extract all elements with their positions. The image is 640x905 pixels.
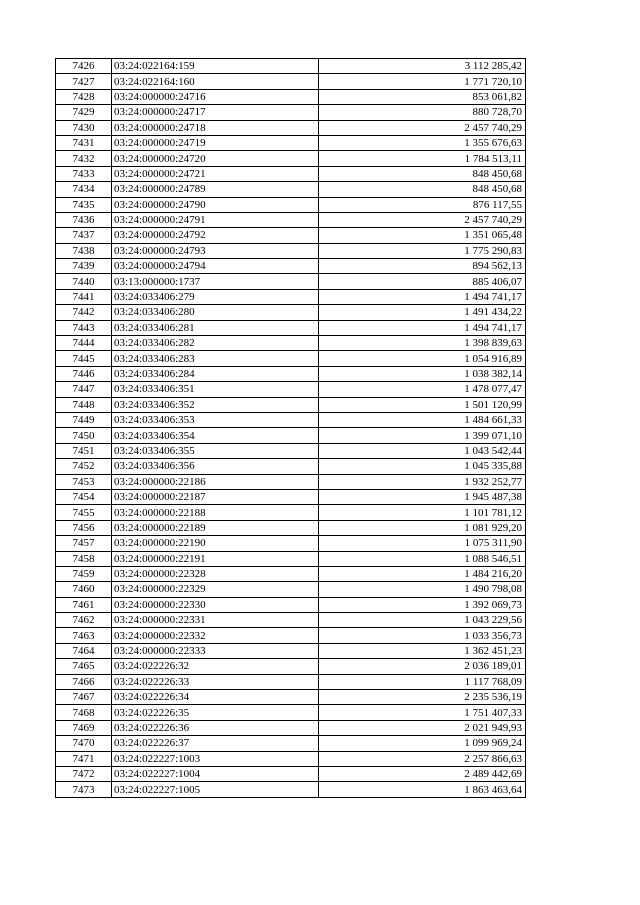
cadastral-value-cell: 1 088 546,51	[319, 551, 526, 566]
table-body	[56, 59, 526, 798]
row-number-cell: 7461	[56, 597, 112, 612]
row-number-cell: 7453	[56, 474, 112, 489]
table-row	[56, 166, 526, 181]
cadastral-number-cell: 03:24:000000:24794	[112, 259, 319, 274]
cadastral-value-cell: 1 491 434,22	[319, 305, 526, 320]
cadastral-value-cell: 3 112 285,42	[319, 59, 526, 74]
cadastral-number-cell: 03:24:022226:33	[112, 674, 319, 689]
table-row	[56, 289, 526, 304]
cadastral-number-cell: 03:24:033406:280	[112, 305, 319, 320]
cadastral-value-cell: 2 489 442,69	[319, 766, 526, 781]
cadastral-number-cell: 03:24:022227:1003	[112, 751, 319, 766]
table-row	[56, 643, 526, 658]
table-row	[56, 628, 526, 643]
cadastral-number-cell: 03:24:033406:284	[112, 366, 319, 381]
cadastral-number-cell: 03:24:033406:353	[112, 412, 319, 427]
cadastral-value-cell: 1 081 929,20	[319, 520, 526, 535]
cadastral-value-cell: 885 406,07	[319, 274, 526, 289]
cadastral-value-cell: 1 355 676,63	[319, 135, 526, 150]
table-row	[56, 551, 526, 566]
row-number-cell: 7448	[56, 397, 112, 412]
cadastral-number-cell: 03:24:022226:35	[112, 705, 319, 720]
cadastral-value-cell: 1 117 768,09	[319, 674, 526, 689]
cadastral-value-cell: 1 038 382,14	[319, 366, 526, 381]
cadastral-value-cell: 1 392 069,73	[319, 597, 526, 612]
cadastral-value-cell: 1 075 311,90	[319, 536, 526, 551]
table-row	[56, 782, 526, 797]
row-number-cell: 7460	[56, 582, 112, 597]
table-row	[56, 382, 526, 397]
cadastral-value-cell: 2 036 189,01	[319, 659, 526, 674]
table-row	[56, 212, 526, 227]
cadastral-number-cell: 03:24:000000:22328	[112, 566, 319, 581]
table-row	[56, 366, 526, 381]
cadastral-number-cell: 03:24:033406:281	[112, 320, 319, 335]
cadastral-value-cell: 1 863 463,64	[319, 782, 526, 797]
cadastral-value-cell: 1 484 216,20	[319, 566, 526, 581]
cadastral-number-cell: 03:24:000000:22187	[112, 489, 319, 504]
cadastral-number-cell: 03:24:000000:22329	[112, 582, 319, 597]
row-number-cell: 7452	[56, 459, 112, 474]
table-row	[56, 59, 526, 74]
row-number-cell: 7440	[56, 274, 112, 289]
row-number-cell: 7432	[56, 151, 112, 166]
table-row	[56, 489, 526, 504]
table-row	[56, 228, 526, 243]
cadastral-value-cell: 2 457 740,29	[319, 120, 526, 135]
cadastral-value-cell: 1 054 916,89	[319, 351, 526, 366]
cadastral-number-cell: 03:24:000000:24718	[112, 120, 319, 135]
table-row	[56, 274, 526, 289]
cadastral-number-cell: 03:24:022164:160	[112, 74, 319, 89]
cadastral-number-cell: 03:24:000000:22188	[112, 505, 319, 520]
table-row	[56, 766, 526, 781]
cadastral-number-cell: 03:24:022226:37	[112, 736, 319, 751]
row-number-cell: 7447	[56, 382, 112, 397]
cadastral-number-cell: 03:24:033406:279	[112, 289, 319, 304]
cadastral-number-cell: 03:24:033406:283	[112, 351, 319, 366]
cadastral-value-cell: 2 235 536,19	[319, 690, 526, 705]
table-row	[56, 135, 526, 150]
cadastral-number-cell: 03:24:000000:22191	[112, 551, 319, 566]
row-number-cell: 7470	[56, 736, 112, 751]
cadastral-number-cell: 03:24:033406:356	[112, 459, 319, 474]
cadastral-value-cell: 1 784 513,11	[319, 151, 526, 166]
row-number-cell: 7449	[56, 412, 112, 427]
cadastral-number-cell: 03:24:022227:1004	[112, 766, 319, 781]
row-number-cell: 7464	[56, 643, 112, 658]
row-number-cell: 7436	[56, 212, 112, 227]
row-number-cell: 7457	[56, 536, 112, 551]
table-row	[56, 336, 526, 351]
cadastral-number-cell: 03:24:000000:22331	[112, 613, 319, 628]
table-row	[56, 720, 526, 735]
row-number-cell: 7472	[56, 766, 112, 781]
table-row	[56, 182, 526, 197]
cadastral-value-cell: 1 490 798,08	[319, 582, 526, 597]
table-row	[56, 751, 526, 766]
row-number-cell: 7458	[56, 551, 112, 566]
cadastral-value-cell: 2 021 949,93	[319, 720, 526, 735]
row-number-cell: 7451	[56, 443, 112, 458]
cadastral-number-cell: 03:24:022227:1005	[112, 782, 319, 797]
table-row	[56, 474, 526, 489]
cadastral-number-cell: 03:24:033406:352	[112, 397, 319, 412]
cadastral-value-cell: 2 457 740,29	[319, 212, 526, 227]
row-number-cell: 7429	[56, 105, 112, 120]
cadastral-number-cell: 03:24:033406:282	[112, 336, 319, 351]
row-number-cell: 7455	[56, 505, 112, 520]
row-number-cell: 7431	[56, 135, 112, 150]
table-row	[56, 613, 526, 628]
cadastral-value-cell: 1 775 290,83	[319, 243, 526, 258]
cadastral-value-cell: 1 945 487,38	[319, 489, 526, 504]
row-number-cell: 7466	[56, 674, 112, 689]
row-number-cell: 7433	[56, 166, 112, 181]
row-number-cell: 7444	[56, 336, 112, 351]
row-number-cell: 7441	[56, 289, 112, 304]
table-row	[56, 320, 526, 335]
cadastral-number-cell: 03:24:022226:32	[112, 659, 319, 674]
row-number-cell: 7442	[56, 305, 112, 320]
cadastral-number-cell: 03:24:033406:355	[112, 443, 319, 458]
cadastral-number-cell: 03:13:000000:1737	[112, 274, 319, 289]
row-number-cell: 7445	[56, 351, 112, 366]
row-number-cell: 7463	[56, 628, 112, 643]
cadastral-number-cell: 03:24:033406:354	[112, 428, 319, 443]
table-row	[56, 659, 526, 674]
table-row	[56, 505, 526, 520]
row-number-cell: 7471	[56, 751, 112, 766]
table-row	[56, 597, 526, 612]
cadastral-value-cell: 1 362 451,23	[319, 643, 526, 658]
cadastral-number-cell: 03:24:000000:22186	[112, 474, 319, 489]
row-number-cell: 7437	[56, 228, 112, 243]
cadastral-number-cell: 03:24:000000:24793	[112, 243, 319, 258]
row-number-cell: 7427	[56, 74, 112, 89]
cadastral-value-cell: 1 099 969,24	[319, 736, 526, 751]
row-number-cell: 7468	[56, 705, 112, 720]
cadastral-number-cell: 03:24:000000:22330	[112, 597, 319, 612]
row-number-cell: 7459	[56, 566, 112, 581]
table-row	[56, 197, 526, 212]
table-row	[56, 690, 526, 705]
row-number-cell: 7467	[56, 690, 112, 705]
cadastral-value-cell: 1 771 720,10	[319, 74, 526, 89]
cadastral-value-cell: 848 450,68	[319, 166, 526, 181]
cadastral-number-cell: 03:24:000000:24790	[112, 197, 319, 212]
cadastral-number-cell: 03:24:000000:22189	[112, 520, 319, 535]
cadastral-value-cell: 1 501 120,99	[319, 397, 526, 412]
table-row	[56, 443, 526, 458]
cadastral-number-cell: 03:24:000000:22333	[112, 643, 319, 658]
cadastral-number-cell: 03:24:000000:24717	[112, 105, 319, 120]
cadastral-value-cell: 1 398 839,63	[319, 336, 526, 351]
row-number-cell: 7443	[56, 320, 112, 335]
row-number-cell: 7446	[56, 366, 112, 381]
row-number-cell: 7450	[56, 428, 112, 443]
cadastral-number-cell: 03:24:000000:24719	[112, 135, 319, 150]
table-row	[56, 74, 526, 89]
table-row	[56, 151, 526, 166]
row-number-cell: 7435	[56, 197, 112, 212]
cadastral-value-cell: 1 399 071,10	[319, 428, 526, 443]
cadastral-value-cell: 1 494 741,17	[319, 320, 526, 335]
cadastral-number-cell: 03:24:022164:159	[112, 59, 319, 74]
table-row	[56, 120, 526, 135]
cadastral-number-cell: 03:24:000000:24789	[112, 182, 319, 197]
table-row	[56, 736, 526, 751]
cadastral-value-table	[55, 58, 526, 798]
row-number-cell: 7439	[56, 259, 112, 274]
cadastral-value-cell: 1 751 407,33	[319, 705, 526, 720]
cadastral-number-cell: 03:24:000000:24721	[112, 166, 319, 181]
table-row	[56, 305, 526, 320]
table-row	[56, 428, 526, 443]
cadastral-number-cell: 03:24:000000:24791	[112, 212, 319, 227]
table-row	[56, 705, 526, 720]
cadastral-number-cell: 03:24:033406:351	[112, 382, 319, 397]
row-number-cell: 7473	[56, 782, 112, 797]
table-row	[56, 520, 526, 535]
cadastral-value-cell: 1 101 781,12	[319, 505, 526, 520]
row-number-cell: 7434	[56, 182, 112, 197]
cadastral-number-cell: 03:24:000000:24720	[112, 151, 319, 166]
row-number-cell: 7456	[56, 520, 112, 535]
row-number-cell: 7438	[56, 243, 112, 258]
cadastral-value-cell: 1 045 335,88	[319, 459, 526, 474]
row-number-cell: 7454	[56, 489, 112, 504]
cadastral-value-cell: 1 033 356,73	[319, 628, 526, 643]
table-row	[56, 89, 526, 104]
table-row	[56, 397, 526, 412]
cadastral-value-cell: 1 932 252,77	[319, 474, 526, 489]
cadastral-number-cell: 03:24:022226:34	[112, 690, 319, 705]
row-number-cell: 7430	[56, 120, 112, 135]
table-row	[56, 243, 526, 258]
cadastral-value-cell: 894 562,13	[319, 259, 526, 274]
cadastral-value-cell: 1 494 741,17	[319, 289, 526, 304]
cadastral-value-cell: 876 117,55	[319, 197, 526, 212]
cadastral-number-cell: 03:24:000000:24716	[112, 89, 319, 104]
cadastral-number-cell: 03:24:022226:36	[112, 720, 319, 735]
cadastral-number-cell: 03:24:000000:24792	[112, 228, 319, 243]
row-number-cell: 7426	[56, 59, 112, 74]
row-number-cell: 7469	[56, 720, 112, 735]
table-row	[56, 259, 526, 274]
row-number-cell: 7428	[56, 89, 112, 104]
table-row	[56, 674, 526, 689]
row-number-cell: 7465	[56, 659, 112, 674]
cadastral-value-cell: 1 351 065,48	[319, 228, 526, 243]
table-row	[56, 566, 526, 581]
row-number-cell: 7462	[56, 613, 112, 628]
cadastral-number-cell: 03:24:000000:22332	[112, 628, 319, 643]
table-row	[56, 105, 526, 120]
cadastral-value-cell: 880 728,70	[319, 105, 526, 120]
table-row	[56, 412, 526, 427]
cadastral-value-cell: 1 043 229,56	[319, 613, 526, 628]
cadastral-value-cell: 853 061,82	[319, 89, 526, 104]
table-row	[56, 459, 526, 474]
cadastral-value-cell: 1 478 077,47	[319, 382, 526, 397]
cadastral-value-cell: 1 484 661,33	[319, 412, 526, 427]
cadastral-number-cell: 03:24:000000:22190	[112, 536, 319, 551]
cadastral-value-cell: 2 257 866,63	[319, 751, 526, 766]
table-row	[56, 582, 526, 597]
table-row	[56, 536, 526, 551]
cadastral-value-cell: 1 043 542,44	[319, 443, 526, 458]
cadastral-value-cell: 848 450,68	[319, 182, 526, 197]
table-row	[56, 351, 526, 366]
